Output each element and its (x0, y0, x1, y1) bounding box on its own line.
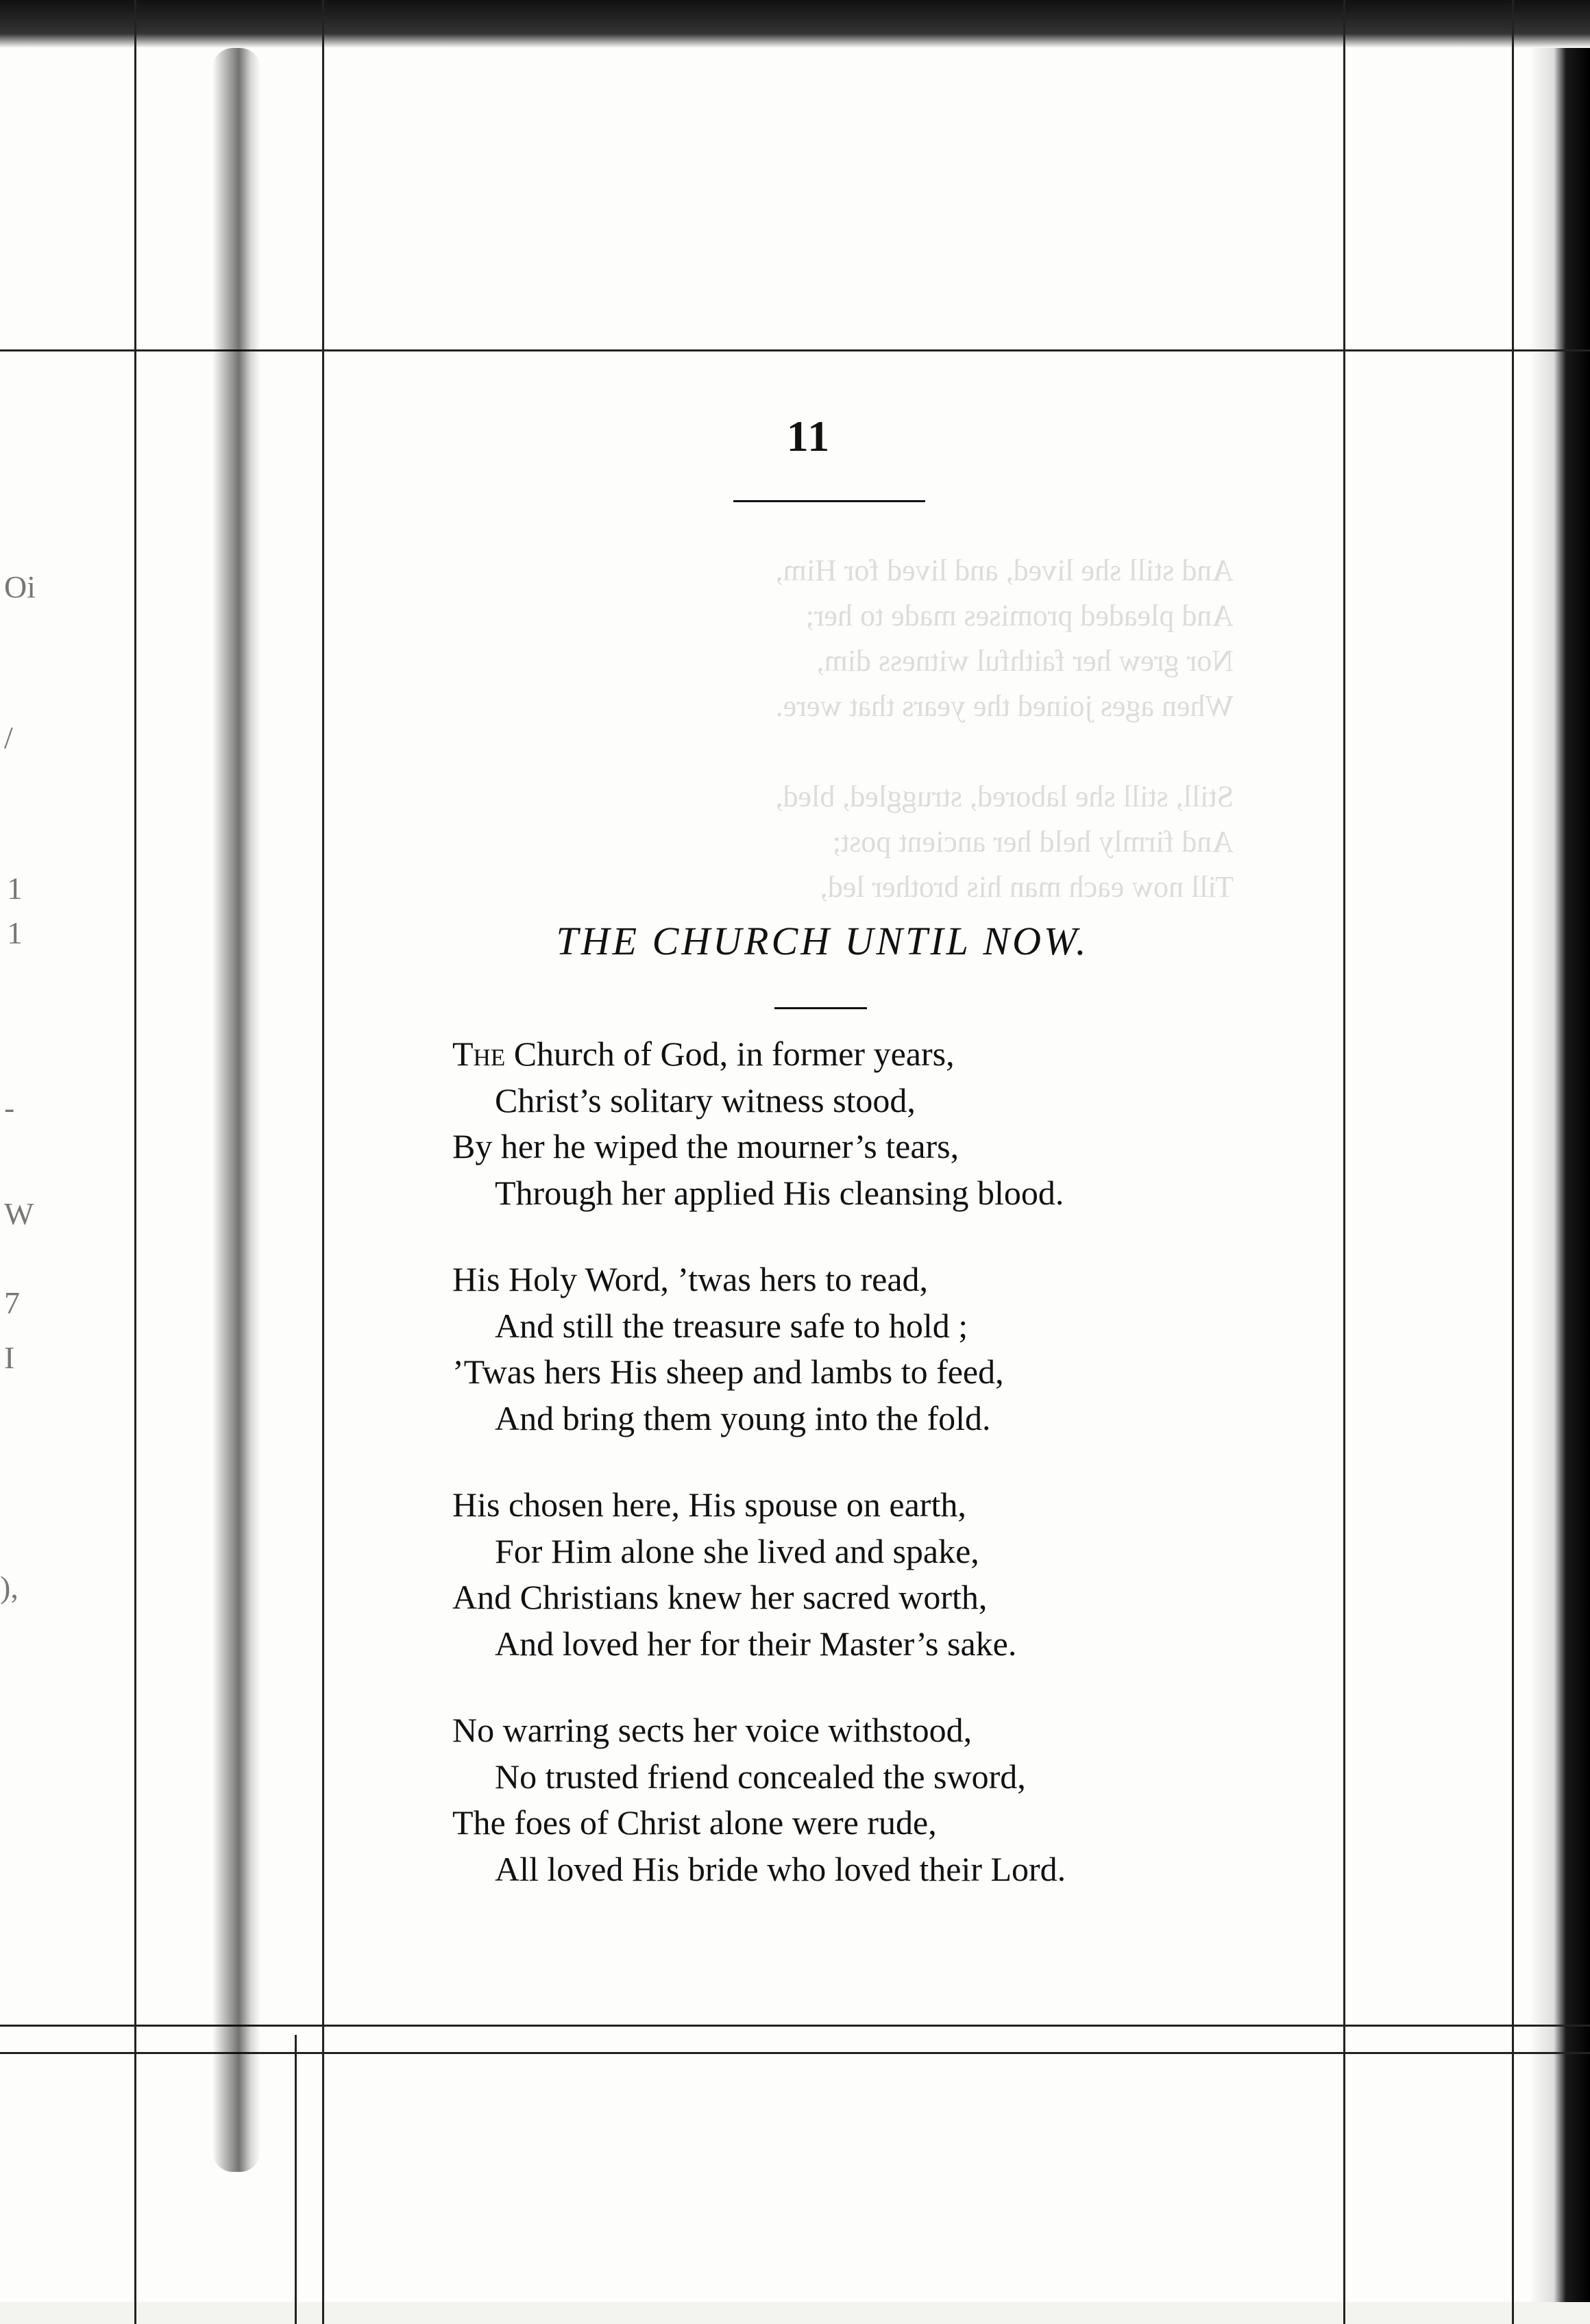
scan-top-edge (0, 0, 1590, 48)
bleed-line: And firmly held her ancient post; (832, 825, 1234, 858)
poem-line: The foes of Christ alone were rude, (452, 1803, 937, 1842)
poem-line: Christ’s solitary witness stood, (495, 1080, 916, 1120)
initial-word: The (452, 1035, 506, 1073)
poem-line: No trusted friend concealed the sword, (495, 1757, 1026, 1796)
margin-fragment: 1 (7, 871, 23, 906)
margin-fragment: W (4, 1196, 34, 1231)
page-number: 11 (786, 412, 831, 460)
bleed-through-text (548, 548, 1234, 910)
poem-line: And bring them young into the fold. (495, 1398, 991, 1437)
poem-line: And still the treasure safe to hold ; (495, 1306, 968, 1345)
poem-line-text: Church of God, in former years, (505, 1035, 955, 1073)
frame-line-vertical (1343, 0, 1345, 2324)
scan-bottom-edge (0, 2302, 1590, 2324)
poem-line: For Him alone she lived and spake, (495, 1531, 979, 1570)
frame-line-vertical (134, 0, 136, 2324)
poem-line: No warring sects her voice withstood, (452, 1711, 973, 1749)
stanza (452, 1257, 1234, 1442)
frame-line-vertical (295, 2035, 297, 2324)
poem-body (452, 1031, 1234, 1933)
frame-line-vertical (1512, 0, 1514, 2324)
bleed-line: And pleaded promises made to her; (805, 599, 1234, 632)
scan-right-edge (1530, 48, 1590, 2324)
bleed-line: Till now each man his brother led, (820, 870, 1234, 904)
bleed-line: When ages joined the years that were. (775, 689, 1234, 723)
stanza (452, 1031, 1234, 1216)
bleed-line (548, 729, 1234, 774)
poem-title: THE CHURCH UNTIL NOW. (556, 919, 1089, 963)
poem-line: All loved His bride who loved their Lord. (495, 1849, 1066, 1888)
poem-line: And loved her for their Master’s sake. (495, 1624, 1017, 1663)
poem-line: ’Twas hers His sheep and lambs to feed, (452, 1352, 1004, 1391)
bleed-line: Nor grew her faithful witness dim, (816, 644, 1234, 678)
stanza (452, 1707, 1234, 1892)
margin-fragment: 1 (7, 915, 23, 950)
poem-line: His Holy Word, ’twas hers to read, (452, 1260, 929, 1298)
margin-fragment: I (4, 1340, 15, 1375)
gutter-shadow (212, 48, 260, 2172)
stanza (452, 1482, 1234, 1667)
margin-fragment: ), (0, 1570, 19, 1605)
margin-fragment: / (4, 720, 13, 755)
poem-line: By her he wiped the mourner’s tears, (452, 1127, 959, 1165)
header-rule (733, 500, 925, 502)
poem-line (452, 1031, 1234, 1078)
title-rule (774, 1007, 867, 1009)
frame-line-vertical (322, 0, 324, 2324)
margin-fragment: 7 (4, 1285, 20, 1320)
bleed-line: Still, still she labored, struggled, bled, (775, 780, 1234, 813)
margin-fragment: Oi (4, 569, 36, 604)
bleed-line: And still she lived, and lived for Him, (775, 554, 1234, 587)
margin-fragment: - (4, 1090, 15, 1125)
poem-line: And Christians knew her sacred worth, (452, 1578, 988, 1616)
poem-line: Through her applied His cleansing blood. (495, 1173, 1064, 1212)
poem-line: His chosen here, His spouse on earth, (452, 1485, 966, 1524)
